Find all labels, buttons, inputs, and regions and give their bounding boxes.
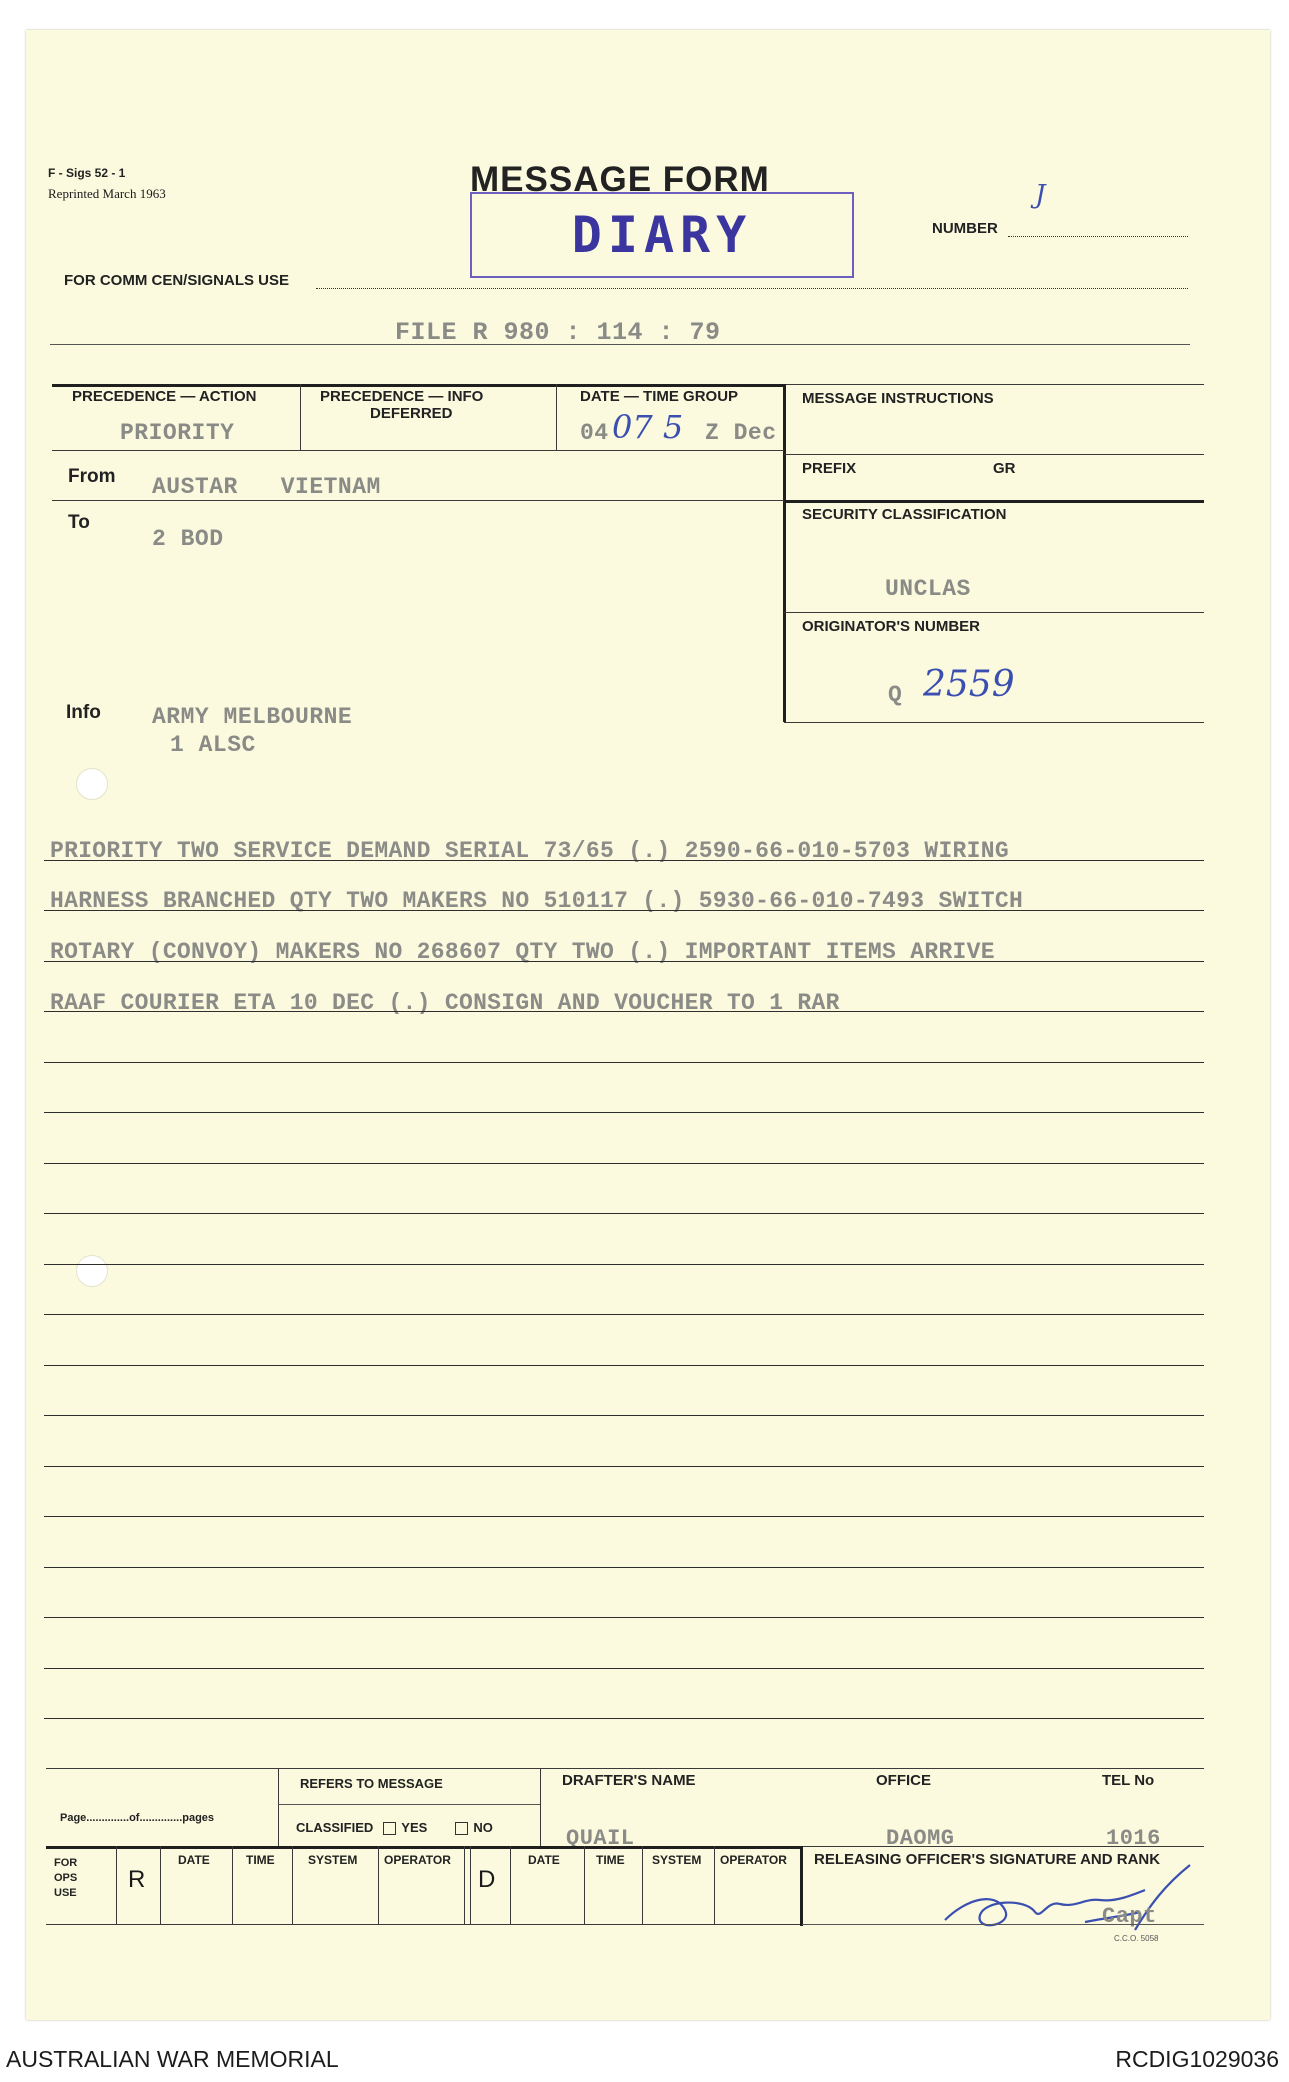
d-marker: D bbox=[478, 1866, 496, 1893]
header-divider bbox=[556, 384, 557, 450]
ruled-line bbox=[44, 860, 1204, 861]
message-instructions-label: MESSAGE INSTRUCTIONS bbox=[802, 390, 994, 407]
originators-number-label: ORIGINATOR'S NUMBER bbox=[802, 618, 981, 635]
message-line: HARNESS BRANCHED QTY TWO MAKERS NO 510117 (.) 5930-66-010-7493 SWITCH bbox=[50, 888, 1024, 914]
form-title: MESSAGE FORM bbox=[470, 160, 770, 199]
office-label: OFFICE bbox=[876, 1772, 931, 1789]
originators-number-prefix: Q bbox=[888, 682, 903, 708]
r-time-header: TIME bbox=[246, 1853, 275, 1867]
ruled-line bbox=[44, 1163, 1204, 1164]
from-value: AUSTAR VIETNAM bbox=[152, 474, 381, 500]
r-date-header: DATE bbox=[178, 1853, 210, 1867]
drafters-name-label: DRAFTER'S NAME bbox=[562, 1772, 696, 1789]
archive-caption-right: RCDIG1029036 bbox=[1115, 2046, 1279, 2072]
ops-col bbox=[232, 1846, 233, 1924]
precedence-action-value: PRIORITY bbox=[120, 420, 235, 446]
file-ref-line bbox=[50, 344, 1190, 345]
diary-stamp: DIARY bbox=[470, 192, 854, 278]
form-code: F - Sigs 52 - 1 bbox=[48, 166, 126, 180]
ruled-line bbox=[44, 910, 1204, 911]
officer-rank: Capt bbox=[1102, 1904, 1157, 1929]
dtg-label: DATE — TIME GROUP bbox=[580, 388, 739, 405]
info-line-1: ARMY MELBOURNE bbox=[152, 704, 353, 730]
punch-hole bbox=[76, 1255, 108, 1287]
ops-col bbox=[292, 1846, 293, 1924]
no-checkbox[interactable] bbox=[455, 1822, 468, 1835]
ruled-line bbox=[44, 1365, 1204, 1366]
ruled-line bbox=[44, 1466, 1204, 1467]
gr-label: GR bbox=[993, 460, 1016, 477]
refers-to-message-label: REFERS TO MESSAGE bbox=[300, 1776, 443, 1791]
security-classification-value: UNCLAS bbox=[885, 576, 971, 602]
right-panel-border bbox=[783, 384, 786, 722]
number-field[interactable] bbox=[1008, 236, 1188, 237]
dtg-handwritten: 07 5 bbox=[612, 408, 684, 446]
ops-col bbox=[464, 1846, 465, 1924]
yes-checkbox[interactable] bbox=[383, 1822, 396, 1835]
ops-col bbox=[160, 1846, 161, 1924]
precedence-action-label: PRECEDENCE — ACTION bbox=[72, 388, 257, 405]
r-marker: R bbox=[128, 1866, 146, 1893]
ops-col bbox=[470, 1846, 471, 1924]
file-reference: FILE R 980 : 114 : 79 bbox=[395, 318, 721, 347]
from-line bbox=[52, 500, 784, 501]
ruled-line bbox=[44, 1213, 1204, 1214]
precedence-info-deferred: DEFERRED bbox=[370, 405, 453, 422]
r-system-header: SYSTEM bbox=[308, 1853, 358, 1867]
number-label: NUMBER bbox=[932, 220, 998, 237]
ruled-line bbox=[44, 1264, 1204, 1265]
ruled-line bbox=[44, 1314, 1204, 1315]
to-value: 2 BOD bbox=[152, 526, 224, 552]
precedence-info-label: PRECEDENCE — INFO bbox=[320, 388, 484, 405]
header-bottom-border bbox=[52, 450, 784, 451]
footer-divider bbox=[540, 1768, 541, 1846]
ops-table-right-border bbox=[800, 1846, 803, 1926]
info-label: Info bbox=[66, 702, 101, 723]
instructions-top-border bbox=[784, 384, 1204, 385]
comm-cen-label: FOR COMM CEN/SIGNALS USE bbox=[64, 272, 290, 289]
footer-divider bbox=[278, 1768, 279, 1846]
ruled-line bbox=[44, 1011, 1204, 1012]
ruled-line bbox=[44, 1718, 1204, 1719]
security-classification-label: SECURITY CLASSIFICATION bbox=[802, 506, 1007, 523]
ruled-line bbox=[44, 1617, 1204, 1618]
ruled-line bbox=[44, 1668, 1204, 1669]
ruled-line bbox=[44, 1567, 1204, 1568]
ops-col bbox=[584, 1846, 585, 1924]
tel-no-label: TEL No bbox=[1102, 1772, 1155, 1789]
officer-signature bbox=[935, 1860, 1205, 1940]
ops-col bbox=[510, 1846, 511, 1924]
from-label: From bbox=[68, 466, 116, 487]
prefix-label: PREFIX bbox=[802, 460, 857, 477]
ruled-line bbox=[44, 1062, 1204, 1063]
orig-bottom-line bbox=[784, 722, 1204, 723]
dtg-typed-day: 04 bbox=[580, 420, 609, 446]
info-line-2: 1 ALSC bbox=[170, 732, 256, 758]
header-top-border bbox=[52, 384, 784, 387]
print-code: C.C.O. 5058 bbox=[1114, 1934, 1159, 1943]
d-system-header: SYSTEM bbox=[652, 1853, 702, 1867]
prefix-bottom-line bbox=[784, 500, 1204, 503]
reprint-note: Reprinted March 1963 bbox=[48, 186, 166, 201]
comm-cen-field[interactable] bbox=[316, 288, 1188, 289]
dtg-typed-suffix: Z Dec bbox=[705, 420, 777, 446]
ruled-line bbox=[44, 1516, 1204, 1517]
office-value: DAOMG bbox=[886, 1826, 955, 1851]
ruled-line bbox=[44, 1112, 1204, 1113]
ops-col bbox=[378, 1846, 379, 1924]
ruled-line bbox=[44, 961, 1204, 962]
number-mark: J bbox=[1035, 180, 1046, 210]
r-operator-header: OPERATOR bbox=[384, 1853, 451, 1867]
archive-caption-left: AUSTRALIAN WAR MEMORIAL bbox=[6, 2046, 339, 2072]
originators-number-handwritten: 2559 bbox=[923, 664, 1015, 705]
refers-line bbox=[278, 1804, 540, 1805]
page-count-field[interactable]: Page..............of..............pages bbox=[60, 1812, 215, 1824]
punch-hole bbox=[76, 768, 108, 800]
security-bottom-line bbox=[784, 612, 1204, 613]
d-operator-header: OPERATOR bbox=[720, 1853, 787, 1867]
message-line: ROTARY (CONVOY) MAKERS NO 268607 QTY TWO (.) IMPORTANT ITEMS ARRIVE bbox=[50, 939, 995, 965]
ops-table-bottom bbox=[46, 1924, 802, 1925]
ops-col bbox=[714, 1846, 715, 1924]
to-label: To bbox=[68, 512, 90, 533]
classified-label: CLASSIFIED YES NO bbox=[296, 1820, 493, 1835]
release-bottom-line bbox=[802, 1924, 1204, 1925]
footer-top-line bbox=[46, 1768, 1204, 1769]
tel-no-value: 1016 bbox=[1106, 1826, 1161, 1851]
ops-col bbox=[116, 1846, 117, 1924]
message-line: PRIORITY TWO SERVICE DEMAND SERIAL 73/65 (.) 2590-66-010-5703 WIRING bbox=[50, 838, 1009, 864]
release-top-line bbox=[802, 1846, 1204, 1847]
d-date-header: DATE bbox=[528, 1853, 560, 1867]
message-line: RAAF COURIER ETA 10 DEC (.) CONSIGN AND VOUCHER TO 1 RAR bbox=[50, 990, 840, 1016]
for-ops-use-label: FOR OPS USE bbox=[54, 1857, 78, 1899]
d-time-header: TIME bbox=[596, 1853, 625, 1867]
prefix-top-line bbox=[784, 454, 1204, 455]
releasing-officer-label: RELEASING OFFICER'S SIGNATURE AND RANK bbox=[814, 1851, 1161, 1868]
header-divider bbox=[300, 384, 301, 450]
ops-col bbox=[642, 1846, 643, 1924]
ruled-line bbox=[44, 1415, 1204, 1416]
drafters-name-value: QUAIL bbox=[566, 1826, 635, 1851]
